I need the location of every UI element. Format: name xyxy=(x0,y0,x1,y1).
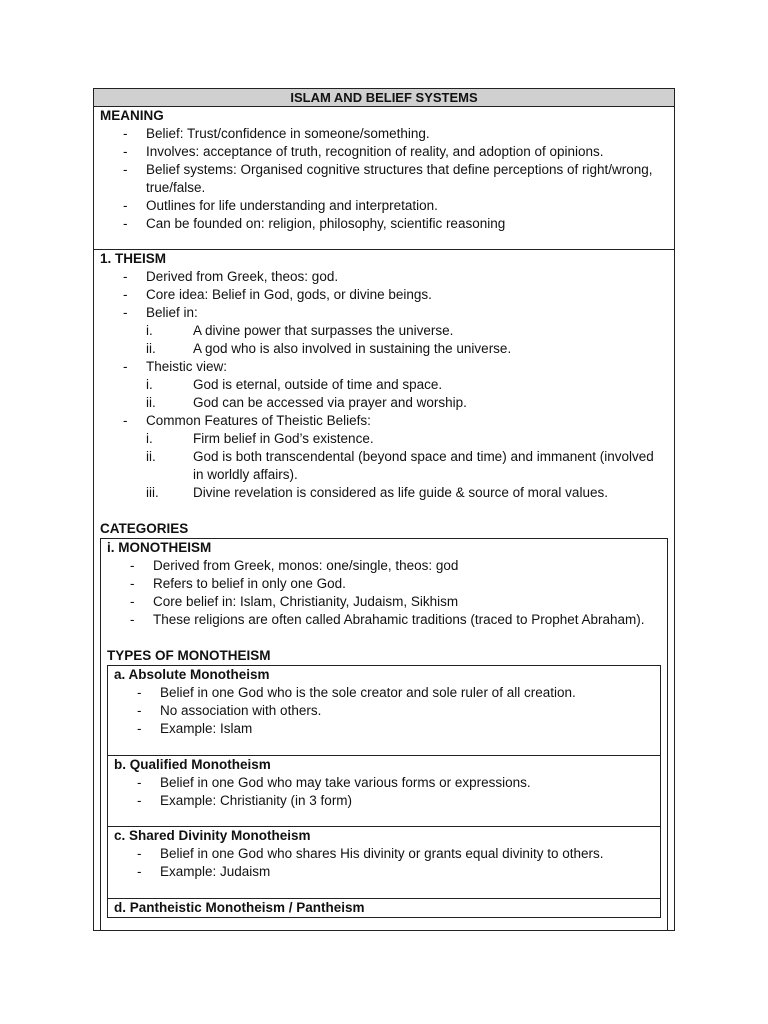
list-item: - Can be founded on: religion, philosophy, scientific reasoning xyxy=(123,216,506,231)
belief-in-list xyxy=(100,322,668,358)
list-item: - Example: Judaism xyxy=(137,864,271,879)
list-item: - Example: Christianity (in 3 form) xyxy=(137,793,353,808)
list-item: - Refers to belief in only one God. xyxy=(130,576,346,591)
list-item: - Belief in: xyxy=(123,305,198,320)
list-item: - Belief: Trust/confidence in someone/something. xyxy=(123,126,430,141)
list-item: - Core idea: Belief in God, gods, or divine beings. xyxy=(123,287,432,302)
type-heading: c. Shared Divinity Monotheism xyxy=(114,828,311,843)
list-item: - These religions are often called Abrahamic traditions (traced to Prophet Abraham). xyxy=(130,612,645,627)
type-heading: d. Pantheistic Monotheism / Pantheism xyxy=(114,900,365,915)
type-absolute xyxy=(108,666,660,756)
list-item: - Derived from Greek, monos: one/single, theos: god xyxy=(130,558,459,573)
list-item: ii. A god who is also involved in sustaining the universe. xyxy=(146,341,512,356)
list-item: - Belief in one God who is the sole creator and sole ruler of all creation. xyxy=(137,685,576,700)
list-item: - Belief systems: Organised cognitive structures that define perceptions of right/wrong, true/false. xyxy=(123,162,653,195)
list-item: - Common Features of Theistic Beliefs: xyxy=(123,413,371,428)
monotheism-heading: i. MONOTHEISM xyxy=(107,540,212,555)
list-item: - Core belief in: Islam, Christianity, Judaism, Sikhism xyxy=(130,594,459,609)
type-heading: a. Absolute Monotheism xyxy=(114,667,270,682)
type-shared-divinity xyxy=(108,827,660,899)
monotheism-list xyxy=(107,557,661,629)
categories-heading: CATEGORIES xyxy=(100,521,189,536)
theism-heading: 1. THEISM xyxy=(100,251,167,266)
meaning-heading: MEANING xyxy=(100,108,164,123)
types-table xyxy=(107,665,661,918)
list-item: - No association with others. xyxy=(137,703,322,718)
type-qualified xyxy=(108,756,660,827)
theism-list xyxy=(100,268,668,322)
list-item: i. Firm belief in God’s existence. xyxy=(146,431,374,446)
list-item: - Theistic view: xyxy=(123,359,228,374)
document-title: ISLAM AND BELIEF SYSTEMS xyxy=(94,89,674,107)
type-pantheistic xyxy=(108,899,660,917)
document-table xyxy=(93,88,675,931)
list-item: i. A divine power that surpasses the universe. xyxy=(146,323,454,338)
monotheism-box xyxy=(100,538,668,931)
list-item: - Belief in one God who shares His divinity or grants equal divinity to others. xyxy=(137,846,604,861)
types-heading: TYPES OF MONOTHEISM xyxy=(107,648,271,663)
theistic-view-list xyxy=(100,376,668,412)
theism-section xyxy=(94,250,674,931)
list-item: i. God is eternal, outside of time and space. xyxy=(146,377,443,392)
list-item: - Outlines for life understanding and interpretation. xyxy=(123,198,438,213)
common-features-list xyxy=(100,430,668,502)
list-item: ii. God can be accessed via prayer and worship. xyxy=(146,395,467,410)
list-item: - Belief in one God who may take various forms or expressions. xyxy=(137,775,531,790)
list-item: - Involves: acceptance of truth, recognition of reality, and adoption of opinions. xyxy=(123,144,604,159)
meaning-section xyxy=(94,107,674,250)
list-item: - Example: Islam xyxy=(137,721,253,736)
type-heading: b. Qualified Monotheism xyxy=(114,757,271,772)
list-item: ii. God is both transcendental (beyond space and time) and immanent (involved in worldly affairs). xyxy=(146,449,654,482)
list-item: iii. Divine revelation is considered as life guide & source of moral values. xyxy=(146,485,608,500)
list-item: - Derived from Greek, theos: god. xyxy=(123,269,339,284)
meaning-list xyxy=(100,125,668,233)
